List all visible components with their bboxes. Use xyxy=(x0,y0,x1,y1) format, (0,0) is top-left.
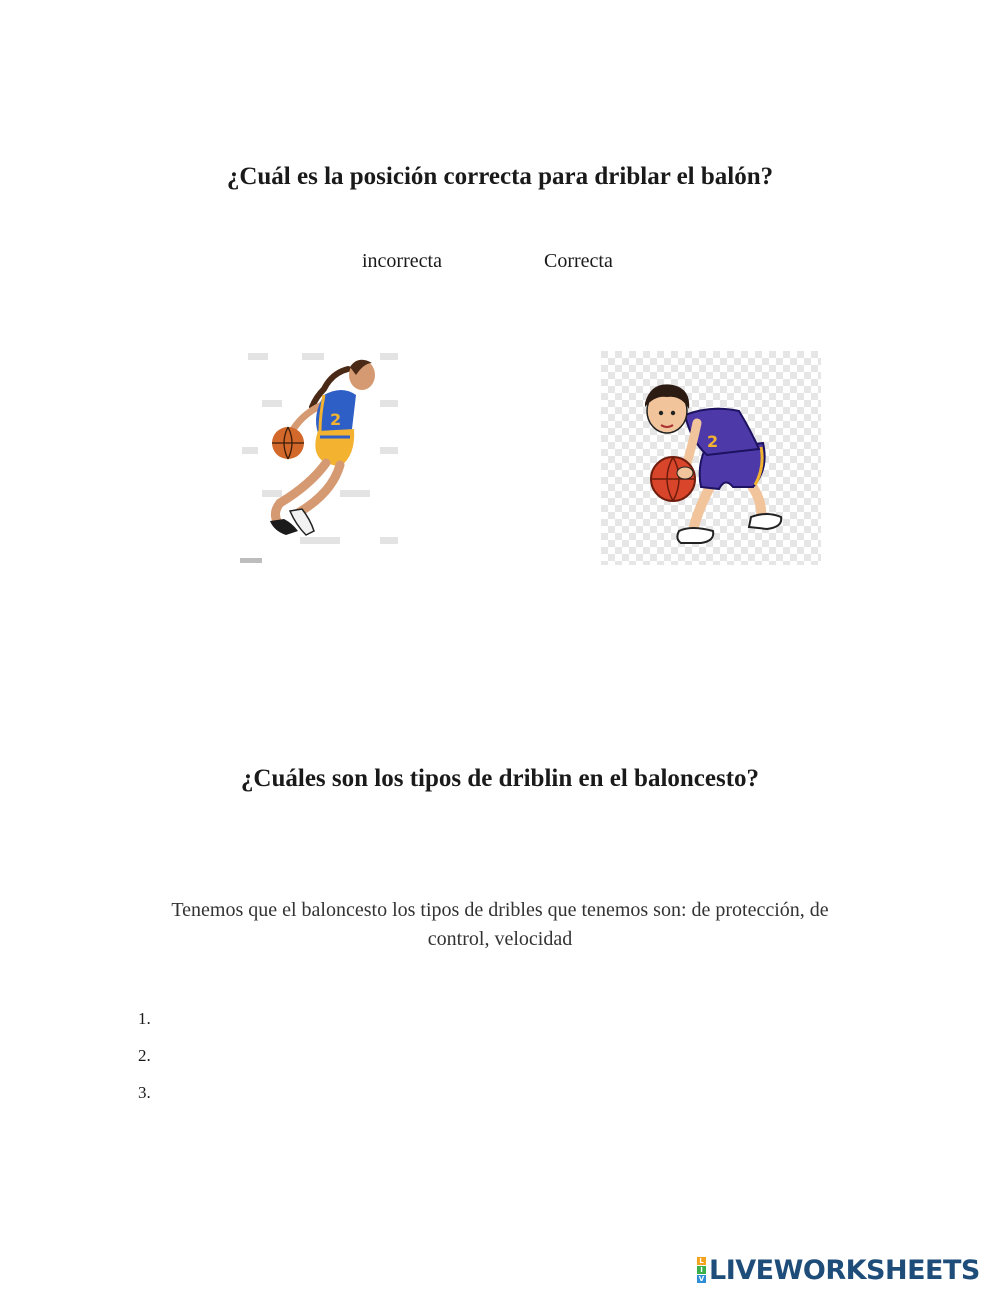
liveworksheets-mark-icon xyxy=(697,1257,706,1284)
list-item-2: 2. xyxy=(138,1046,151,1065)
option-correcta[interactable]: Correcta xyxy=(544,250,613,272)
answer-text: Tenemos que el baloncesto los tipos de dribles que tenemos son: de protección, de control, velocidad xyxy=(171,899,829,950)
liveworksheets-wordmark: LIVEWORKSHEETS xyxy=(709,1254,980,1286)
option-incorrecta[interactable]: incorrecta xyxy=(362,250,442,272)
girl-dribbling-image xyxy=(240,345,405,565)
list-item-1: 1. xyxy=(138,1009,151,1028)
mark-letter-l: L xyxy=(697,1257,706,1265)
mark-letter-v: V xyxy=(698,1274,705,1283)
question-2-title: ¿Cuáles son los tipos de driblin en el baloncesto? xyxy=(240,765,760,792)
question-1-title: ¿Cuál es la posición correcta para driblar el balón? xyxy=(226,163,774,190)
svg-text:2: 2 xyxy=(330,410,342,429)
list-item-3: 3. xyxy=(138,1083,151,1102)
boy-cartoon-dribbling-image xyxy=(601,351,821,565)
mark-letter-i: I xyxy=(697,1266,706,1274)
liveworksheets-logo xyxy=(697,1254,980,1286)
svg-text:2: 2 xyxy=(707,432,719,451)
